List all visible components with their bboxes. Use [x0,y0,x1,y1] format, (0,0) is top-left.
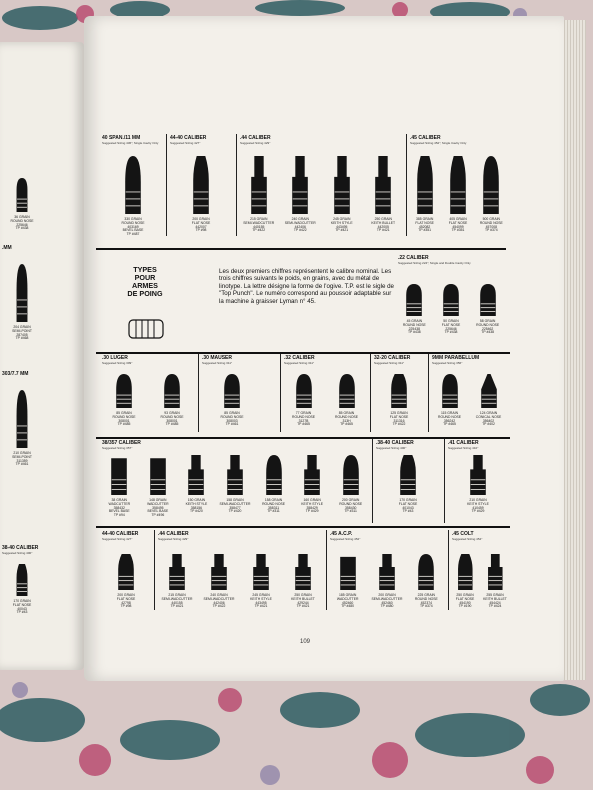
bullet-icon [481,156,501,214]
bullet-icon [15,564,29,596]
bullet-description: 225 GRAIN ROUND NOSE 452374 [414,593,438,605]
bullet-description: 245 GRAIN KEITH STYLE 443495 [250,593,272,605]
bullet-icon [15,390,29,448]
bullet-description: 240 GRAIN SEMI-WADCUTTER 442406 [203,593,235,605]
caliber-heading: .32 CALIBER [284,355,315,361]
section-rule [96,437,510,439]
top-punch-number: TP #461 [15,462,29,467]
top-punch-number: TP #465 [443,422,456,427]
bullet-cell [156,554,198,609]
caliber-heading: 303/7.7 MM [2,371,29,377]
bullet-icon [109,455,129,495]
bullet-cell [325,374,368,427]
top-punch-number: TP #311 [344,509,357,514]
sizing-note: Suggested Sizing 311" [374,361,405,365]
column-divider [428,354,429,432]
bullet-description: 240 GRAIN SEMI-WADCUTTER 442406 [284,217,316,229]
sizing-note: Suggested Sizing 436"; Single Cavity Only [102,141,159,145]
bullet-cell [480,554,510,609]
sizing-note: Suggested Sizing 452"; Single Cavity Only [410,141,467,145]
bullet-description: 160 GRAIN KEITH STYLE 358429 [301,498,323,510]
bullet-cell [177,455,216,514]
bullet-description: 210 GRAIN SEMI-POINT 311359 [12,451,32,463]
caliber-heading: 44-40 CALIBER [170,135,207,141]
caliber-heading: .45 CALIBER [410,135,441,141]
bullet-description: 150 GRAIN KEITH STYLE 358156 [185,498,208,510]
bullet-description: 385 GRAIN FLAT NOSE 452082 [415,217,434,229]
bullet-cell [280,156,322,233]
bullet-cell [408,156,441,233]
top-punch-number: TP #468 [15,336,29,341]
bullet-icon [468,455,488,495]
bullet-description: 158 GRAIN SEMI-WADCUTTER 358477 [219,498,251,510]
bullet-cell [367,554,406,609]
sizing-note: Suggested Sizing 427" [102,537,133,541]
bullet-icon [448,156,468,214]
top-punch-number: TP #420 [190,509,203,514]
bullet-description: 85 GRAIN ROUND NOSE 308001 [112,411,136,423]
bullet-cell [282,554,324,609]
column-divider [154,530,155,610]
caliber-heading: 44-40 CALIBER [102,531,139,537]
bullet-description: 200 GRAIN ROUND NOSE 358430 [339,498,363,510]
bullet-description: 330 GRAIN ROUND NOSE 403169 BEVEL BASE [121,217,145,233]
bullet-icon [191,156,211,214]
top-punch-number: TP #421 [335,228,349,233]
bullet-cell [407,554,446,609]
bullet-icon [456,554,475,590]
sizing-note: Suggested Sizing 452" [330,537,361,541]
bullet-icon [398,455,418,495]
bullet-icon [341,455,361,495]
column-divider [370,354,371,432]
top-punch-number: TP #190 [458,604,472,609]
bullet-description: 170 GRAIN FLAT NOSE 401043 [398,498,418,510]
top-punch-number: TP #351 [451,228,465,233]
bullet-cell [2,564,42,615]
section-rule [96,526,510,528]
caliber-heading: .30 LUGER [102,355,128,361]
bullet-description: 115 GRAIN ROUND NOSE 356242 [438,411,461,423]
top-punch-number: TP #420 [228,509,242,514]
bullet-cell [441,156,474,233]
bullet-description: 158 GRAIN ROUND NOSE 358311 [262,498,286,510]
caliber-heading: 9MM PARABELLUM [432,355,480,361]
bullet-cell [240,554,282,609]
bullet-cell [475,156,508,233]
top-punch-number: TP #438 [444,330,458,335]
caliber-heading: .41 CALIBER [448,440,479,446]
top-punch-number: TP #421 [376,228,390,233]
sizing-note: Suggested Sizing 224"; Single and Double Cavity Only [398,261,471,265]
bullet-cell [331,455,370,514]
bullet-cell [293,455,332,514]
page-edges [562,20,586,680]
bullet-icon [332,156,352,214]
bullet-description: 245 GRAIN KEITH STYLE 443495 [330,217,353,229]
bullet-icon [479,374,499,408]
top-punch-number: TP #422 [293,228,307,233]
bullet-description: 200 GRAIN FLAT NOSE 442007 [191,217,211,229]
bullet-cell [216,455,255,514]
bullet-cell [328,554,367,609]
column-divider [280,354,281,432]
bullet-description: 45 GRAIN ROUND NOSE 225438 [402,319,426,331]
caliber-heading: .45 A.C.P. [330,531,353,537]
bullet-icon [15,264,29,322]
bullet-cell [469,284,506,335]
bullet-icon [404,284,424,316]
bullet-icon [148,455,168,495]
top-punch-number: TP #485 [117,422,131,427]
top-punch-number: TP #421 [296,604,310,609]
bullet-description: 500 GRAIN ROUND NOSE 457008 [479,217,503,229]
bullet-description: 215 GRAIN SEMI-WADCUTTER 440155 [161,593,193,605]
caliber-heading: .38-40 CALIBER [376,440,414,446]
column-divider [166,134,167,236]
top-punch-number: TP #485 [165,422,179,427]
bullet-cell [198,554,240,609]
top-punch-number: TP #421 [170,604,184,609]
sizing-note: Suggested Sizing 356" [432,361,463,365]
top-punch-number: TP #351 [418,228,432,233]
bullet-icon [222,374,242,408]
bullet-cell [100,374,148,427]
bullet-description: 85 GRAIN ROUND NOSE 313H [335,411,358,423]
bullet-description: 185 GRAIN WADCUTTER 452460 [336,593,359,605]
top-punch-number: TP #43 [16,610,28,615]
bullet-icon [478,284,498,316]
bullet-icon [114,374,134,408]
bullet-description: 36 GRAIN ROUND NOSE 225646 [10,215,34,227]
caliber-heading: .45 COLT [452,531,474,537]
bullet-cell [321,156,363,233]
bullet-cell [372,374,426,427]
bullet-icon [186,455,206,495]
bullet-icon [416,554,436,590]
bullet-description: 58 GRAIN ROUND NOSE 225462 [476,319,500,331]
top-punch-number: TP #311 [267,509,280,514]
top-punch-number: TP #98 [195,228,207,233]
page-number: 109 [300,639,311,645]
types-line: ARMES [132,281,158,290]
bullet-cell [148,374,196,427]
bullet-cell [282,374,325,427]
bullet-description: 250 GRAIN FLAT NOSE 454190 [455,593,475,605]
bullet-icon [389,374,409,408]
sizing-note: Suggested Sizing 400" [376,446,407,450]
bullet-description: 405 GRAIN FLAT NOSE 454099 [448,217,468,229]
bullet-description: 210 GRAIN KEITH STYLE 410459 [467,498,489,510]
bullet-description: 250 GRAIN KEITH BULLET 442005 [371,217,396,229]
bullet-icon [486,554,505,590]
column-divider [236,134,237,236]
bullet-icon [302,455,322,495]
sizing-note: Suggested Sizing 400" [2,551,33,555]
bullet-description: 125 GRAIN FLAT NOSE 311316 [389,411,409,423]
top-punch-number: TP #465 [340,422,353,427]
top-punch-number: TP #438 [481,330,495,335]
bullet-description: 200 GRAIN FLAT NOSE 42798 [116,593,136,605]
top-punch-number: TP #496 [151,513,165,518]
caliber-heading: .22 CALIBER [398,255,429,261]
top-punch-number: TP #424 [488,604,502,609]
bullet-description: 200 GRAIN SEMI-WADCUTTER 452460 [371,593,403,605]
top-punch-number: TP #429 [305,509,319,514]
sizing-note: Suggested Sizing 311" [202,361,233,365]
caliber-heading: .30 MAUSER [202,355,233,361]
bullet-icon [123,156,143,214]
bullet-cell [100,554,152,609]
bullet-icon [15,178,29,212]
top-punch-number: TP #438 [15,226,29,231]
bullet-icon [249,156,269,214]
bullet-cell [433,284,470,335]
bullet-description: 250 GRAIN KEITH BULLET 429244 [291,593,315,605]
top-punch-number: TP #421 [254,604,268,609]
bullet-cell [363,156,405,233]
bullet-cell [2,264,42,341]
bullet-icon [337,374,357,408]
bullet-icon [440,374,460,408]
sizing-note: Suggested Sizing 429" [158,537,189,541]
sizing-note: Suggested Sizing 357" [102,446,133,450]
caliber-heading: 32-20 CALIBER [374,355,411,361]
top-punch-number: TP #422 [212,604,226,609]
column-divider [198,354,199,432]
bullet-cell [446,455,510,514]
bullet-icon [162,374,182,408]
top-punch-number: TP #402 [482,422,495,427]
bullet-description: 38 GRAIN WADCUTTER 358432 BEVEL BASE [108,498,131,514]
top-punch-number: TP #374 [484,228,498,233]
column-divider [448,530,449,610]
sizing-note: Suggested Sizing 429" [240,141,271,145]
bullet-icon [290,156,310,214]
sizing-note: Suggested Sizing 410" [448,446,479,450]
bullet-description: 215 GRAIN SEMI-WADCUTTER 440155 [243,217,275,229]
caliber-heading: 38-40 CALIBER [2,545,39,551]
bullet-cell [396,284,433,335]
bullet-cell [374,455,442,514]
top-punch-number: TP #465 [297,422,310,427]
top-punch-number: TP #422 [392,422,406,427]
top-punch-number: TP #98 [120,604,132,609]
column-divider [444,439,445,523]
bullet-icon [441,284,461,316]
types-line: TYPES [133,265,157,274]
top-punch-number: TP #480 [380,604,394,609]
caliber-heading: 40 SPAN./11 MM [102,135,141,141]
bullet-description: 77 GRAIN ROUND NOSE 3127B [292,411,315,423]
bullet-cell [100,156,166,237]
bullet-description: 124 GRAIN CONICAL NOSE 356402 [475,411,502,423]
bullet-cell [450,554,480,609]
bullet-icon [293,554,313,590]
top-punch-number: TP #480 [341,604,355,609]
bullet-cell [100,455,139,518]
top-punch-number: TP #487 [126,232,140,237]
bullet-icon [415,156,435,214]
bullet-description: 85 GRAIN ROUND NOSE 308003 [220,411,244,423]
column-divider [372,439,373,523]
intro-paragraph: Les deux premiers chiffres représentent le calibre nominal. Les trois chiffres suivants le poids, en grains, avec du métal de linotype. La lettre désigne la forme de l'ogive. T.P. est le sigle de "Top Punch". Le numéro correspond au poussoir adaptable sur la machine à graisser Lyman n° 45. [219,268,394,305]
bullet-description: 204 GRAIN SEMI-POINT 287405 [12,325,32,337]
bullet-icon [264,455,284,495]
bullet-cell [2,178,42,231]
bullet-icon [294,374,314,408]
sizing-note: Suggested Sizing 309" [102,361,133,365]
top-punch-number: TP #438 [407,330,421,335]
bullet-description: 93 GRAIN ROUND NOSE 308001 [160,411,184,423]
top-punch-number: TP #461 [225,422,239,427]
bullet-icon [167,554,187,590]
bullet-icon [225,455,245,495]
wadcutter-side-illustration [128,318,166,340]
bullet-icon [209,554,229,590]
types-heading [122,266,168,298]
types-line: DE POING [127,289,163,298]
top-punch-number: TP #422 [252,228,266,233]
bullet-icon [116,554,136,590]
sizing-note: Suggested Sizing 427" [170,141,201,145]
bullet-cell [254,455,293,514]
bullet-description: 170 GRAIN FLAT NOSE 40043 [12,599,32,611]
caliber-heading: .44 CALIBER [240,135,271,141]
bullet-description: 255 GRAIN KEITH BULLET 454424 [483,593,507,605]
sizing-note: Suggested Sizing 311" [284,361,315,365]
bullet-icon [377,554,397,590]
section-rule [96,352,510,354]
bullet-cell [139,455,178,518]
top-punch-number: TP #94 [113,513,125,518]
top-punch-number: TP #374 [419,604,433,609]
top-punch-number: TP #43 [402,509,414,514]
types-line: POUR [134,273,156,282]
bullet-cell [200,374,264,427]
bullet-icon [373,156,393,214]
caliber-heading: 38/357 CALIBER [102,440,141,446]
bullet-cell [430,374,469,427]
bullet-cell [469,374,508,427]
caliber-heading: .MM [2,245,12,251]
column-divider [406,134,407,236]
bullet-cell [2,390,42,467]
top-punch-number: TP #429 [471,509,485,514]
bullet-cell [168,156,234,233]
bullet-description: 50 GRAIN FLAT NOSE 225646 [441,319,461,331]
bullet-icon [251,554,271,590]
caliber-heading: .44 CALIBER [158,531,189,537]
sizing-note: Suggested Sizing 454" [452,537,483,541]
bullet-cell [238,156,280,233]
section-rule [96,248,506,250]
bullet-description: 148 GRAIN WADCUTTER 358495 BEVEL BASE [147,498,169,514]
column-divider [326,530,327,610]
bullet-icon [338,554,358,590]
